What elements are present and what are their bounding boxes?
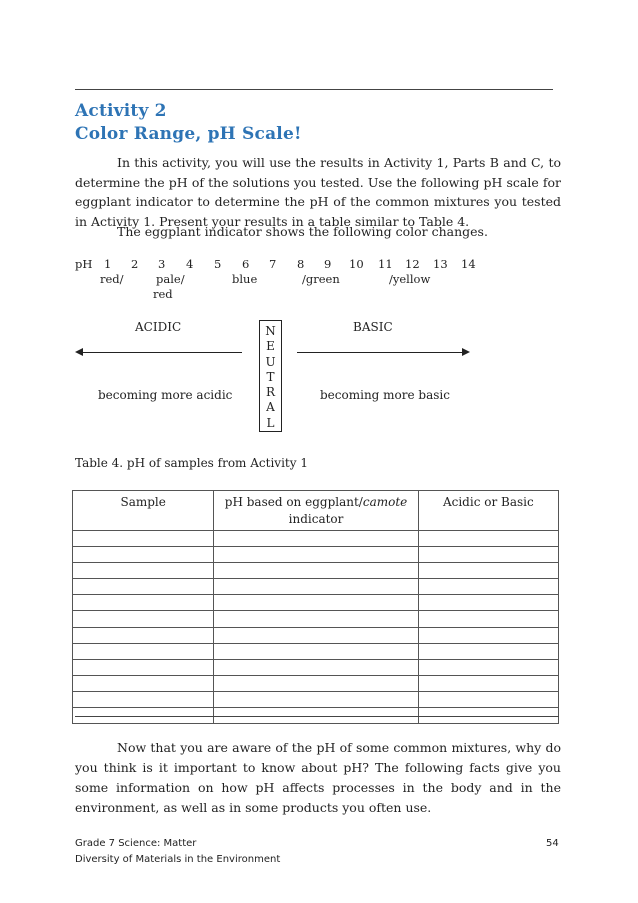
table-row [73,563,559,579]
header-ph-suffix: indicator [288,512,344,526]
table-cell [214,563,418,579]
table-cell [73,579,214,595]
table-cell [418,547,558,563]
closing-paragraph [75,738,561,818]
table-header-row [73,491,559,531]
table-row [73,643,559,659]
table-row [73,691,559,707]
ph-color-label: blue [232,272,258,286]
table-cell [418,627,558,643]
header-ph-prefix: pH based on eggplant/ [224,495,363,509]
table-cell [418,675,558,691]
table-cell [73,611,214,627]
table-row [73,531,559,547]
neutral-box [259,320,282,432]
neutral-letter: A [266,400,275,415]
table-row [73,627,559,643]
table-row [73,611,559,627]
table-cell [214,691,418,707]
ph-color-label: red/ [100,272,124,286]
table-row [73,579,559,595]
activity-subtitle: Color Range, pH Scale! [75,124,302,144]
neutral-letter: N [265,324,276,338]
section-rule [75,716,559,717]
color-changes-line: The eggplant indicator shows the following color changes. [117,224,488,239]
footer-unit: Diversity of Materials in the Environment [75,854,281,865]
table-row [73,659,559,675]
ph-number: 8 [297,257,305,271]
activity-title: Activity 2 [75,101,167,121]
acidic-caption: becoming more acidic [98,388,233,402]
table-cell [73,675,214,691]
basic-label: BASIC [353,320,393,334]
ph-scale-label: pH [75,257,93,271]
table-cell [214,611,418,627]
top-rule [75,89,553,90]
intro-paragraph [75,153,561,231]
table-cell [214,579,418,595]
footer-course: Grade 7 Science: Matter [75,838,197,849]
acidic-label: ACIDIC [135,320,182,334]
table-cell [73,563,214,579]
header-sample: Sample [73,491,214,531]
ph-number: 1 [104,257,112,271]
table-cell [214,643,418,659]
table-row [73,675,559,691]
table-cell [73,643,214,659]
table-cell [214,627,418,643]
neutral-letter: E [266,339,275,354]
neutral-letter: U [265,354,276,369]
table-cell [214,659,418,675]
ph-number: 5 [214,257,222,271]
intro-text: In this activity, you will use the results in Activity 1, Parts B and C, to determine the pH of the solutions you tested. Use the following pH scale for eggplant indicator to determine the pH of the common mixtures you tested in Activity 1. Present your results in a table similar to Table 4. [75,155,561,229]
table-cell [418,659,558,675]
table-cell [418,563,558,579]
ph-number: 13 [433,257,448,271]
table-cell [73,531,214,547]
table-caption: Table 4. pH of samples from Activity 1 [75,456,308,470]
table-cell [418,691,558,707]
neutral-letter: T [266,369,275,384]
ph-number: 2 [131,257,139,271]
table-cell [214,675,418,691]
table-cell [418,531,558,547]
basic-arrow-line [297,352,463,353]
ph-color-label: pale/ [156,272,185,286]
table-cell [418,611,558,627]
table-cell [418,579,558,595]
table-cell [214,531,418,547]
right-arrow-icon [462,348,470,356]
table-cell [73,659,214,675]
header-acidic-basic: Acidic or Basic [418,491,558,531]
header-ph [214,491,418,531]
acidic-arrow-line [81,352,242,353]
ph-color-label: /green [302,272,340,286]
table-cell [214,547,418,563]
results-table [72,490,559,724]
header-ph-italic: camote [362,495,408,509]
table-cell [214,595,418,611]
table-cell [73,595,214,611]
table-body [73,531,559,724]
table-cell [73,691,214,707]
table-cell [418,595,558,611]
ph-number: 7 [269,257,277,271]
ph-number: 3 [158,257,166,271]
ph-color-label: /yellow [389,272,431,286]
table-cell [73,547,214,563]
ph-number: 6 [242,257,250,271]
ph-number: 10 [349,257,364,271]
table-cell [418,643,558,659]
neutral-letter: L [266,415,275,430]
ph-color-label: red [153,287,173,301]
ph-number: 14 [461,257,476,271]
page-number: 54 [546,838,559,849]
basic-caption: becoming more basic [320,388,450,402]
neutral-letter: R [265,385,276,400]
table-row [73,595,559,611]
table-row [73,547,559,563]
ph-number: 4 [186,257,194,271]
ph-number: 9 [324,257,332,271]
closing-text: Now that you are aware of the pH of some common mixtures, why do you think is it important to know about pH? The following facts give you some information on how pH affects processes in the body and in the environment, as well as in some products you often use. [75,740,561,815]
ph-number: 11 [378,257,393,271]
table-cell [73,627,214,643]
ph-number: 12 [405,257,420,271]
